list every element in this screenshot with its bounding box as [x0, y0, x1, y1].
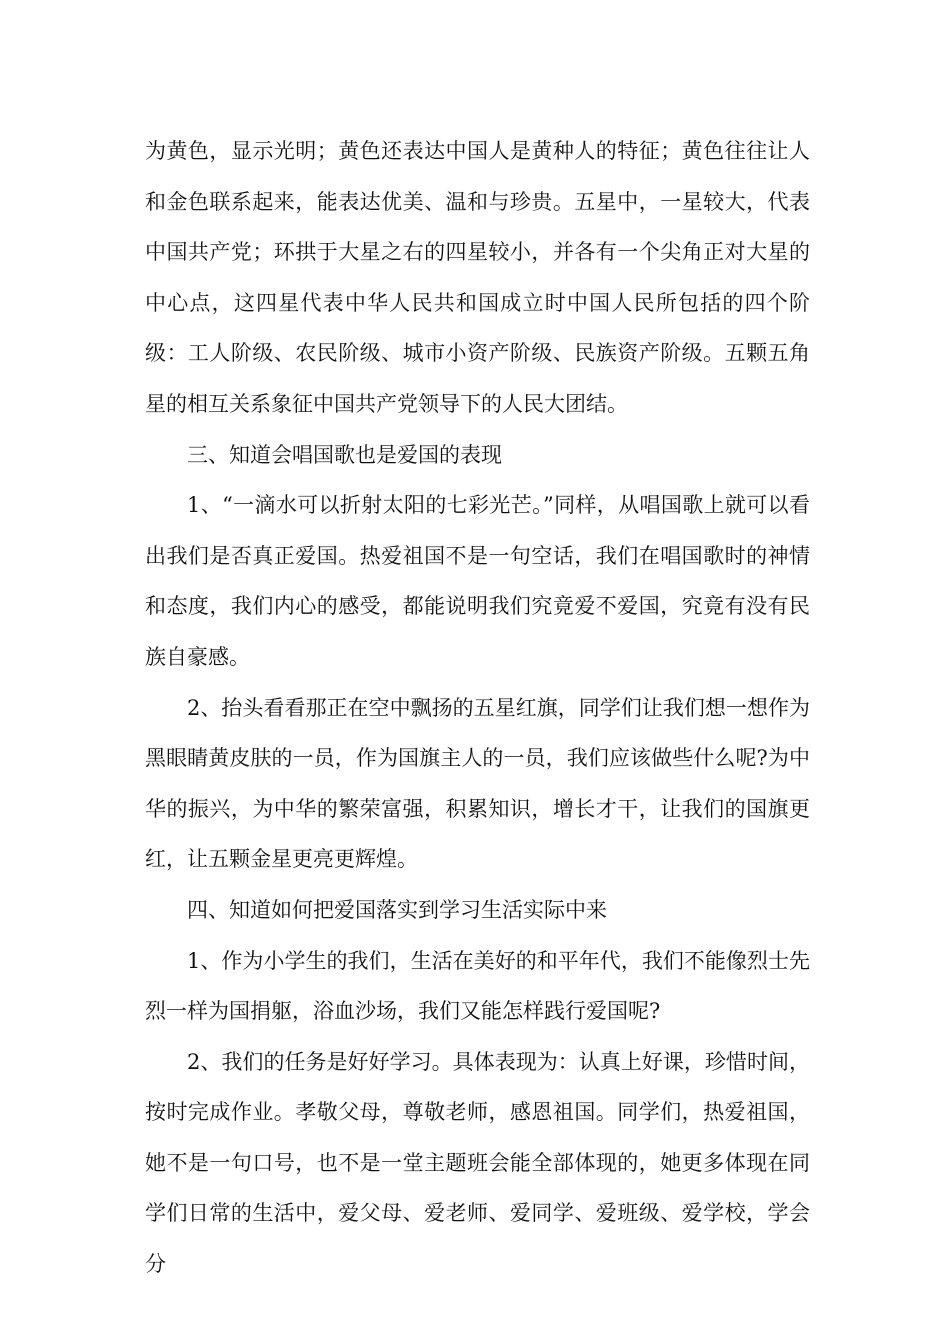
document-body	[145, 126, 810, 1290]
paragraph-anthem-point-2: 2、抬头看看那正在空中飘扬的五星红旗，同学们让我们想一想作为黑眼睛黄皮肤的一员，作为国旗主人的一员，我们应该做些什么呢?为中华的振兴，为中华的繁荣富强，积累知识，增长才干，让我们的国旗更红，让五颗金星更亮更辉煌。	[145, 695, 810, 872]
section-heading-national-anthem: 三、知道会唱国歌也是爱国的表现	[187, 442, 502, 467]
paragraph-anthem-point-1: 1、“一滴水可以折射太阳的七彩光芒。”同样，从唱国歌上就可以看出我们是否真正爱国。热爱祖国不是一句空话，我们在唱国歌时的神情和态度，我们内心的感受，都能说明我们究竟爱不爱国，究竟有没有民族自豪感。	[145, 493, 810, 669]
paragraph-flag-meaning-continuation: 为黄色，显示光明；黄色还表达中国人是黄种人的特征；黄色往往让人和金色联系起来，能表达优美、温和与珍贵。五星中，一星较大，代表中国共产党；环拱于大星之右的四星较小，并各有一个尖角正对大星的中心点，这四星代表中华人民共和国成立时中国人民所包括的四个阶级：工人阶级、农民阶级、城市小资产阶级、民族资产阶级。五颗五角星的相互关系象征中国共产党领导下的人民大团结。	[145, 139, 810, 416]
paragraph-practice-point-2: 2、我们的任务是好好学习。具体表现为：认真上好课，珍惜时间，按时完成作业。孝敬父母，尊敬老师，感恩祖国。同学们，热爱祖国，她不是一句口号，也不是一堂主题班会能全部体现的，她更多体现在同学们日常的生活中，爱父母、爱老师、爱同学、爱班级、爱学校，学会分	[145, 1049, 810, 1277]
section-heading-practice-patriotism: 四、知道如何把爱国落实到学习生活实际中来	[187, 897, 607, 922]
paragraph-practice-point-1: 1、作为小学生的我们，生活在美好的和平年代，我们不能像烈士先烈一样为国捐躯，浴血沙场，我们又能怎样践行爱国呢?	[145, 948, 810, 1024]
